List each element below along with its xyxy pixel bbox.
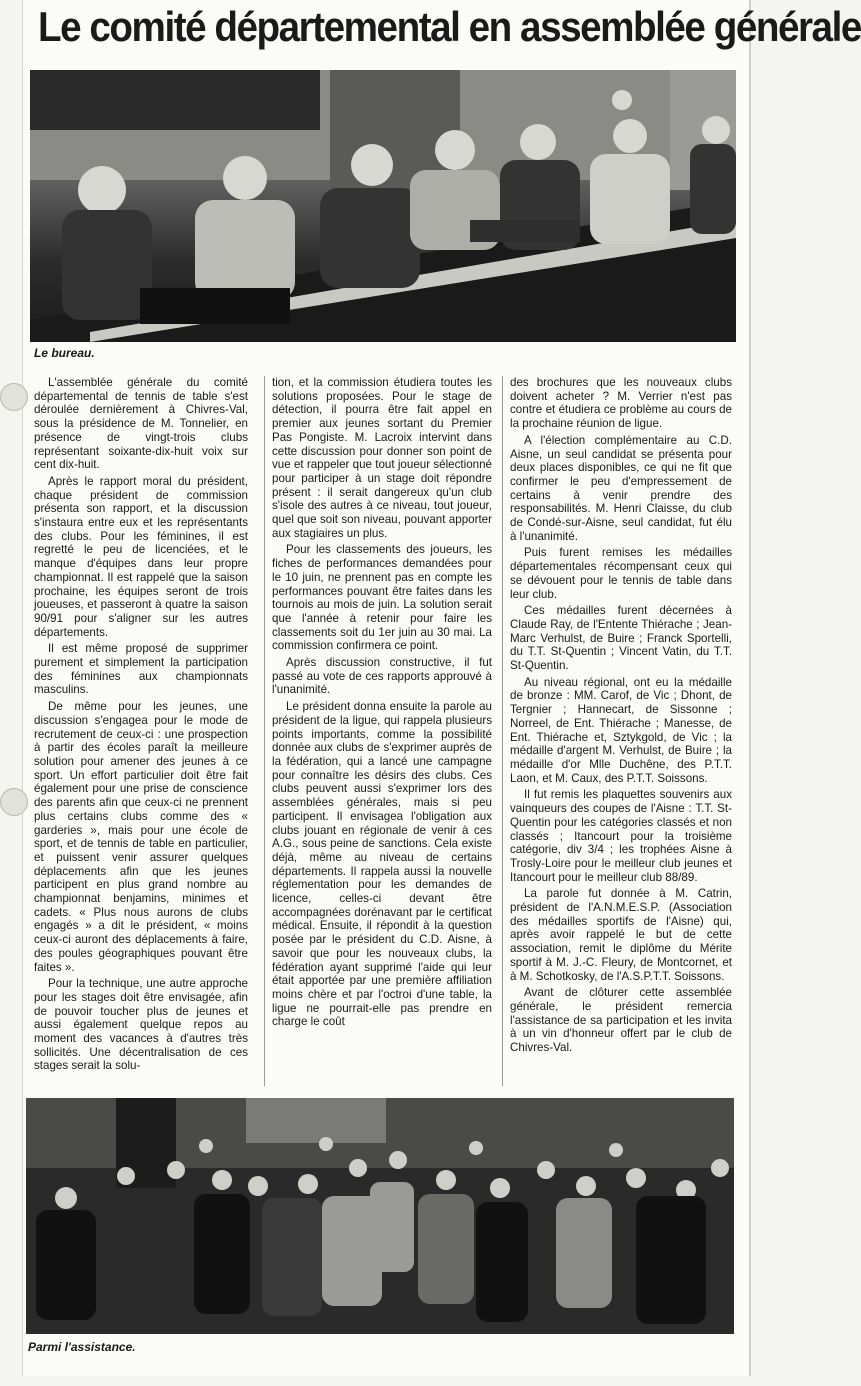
article-column-3 xyxy=(510,376,732,1058)
paragraph: Ces médailles furent décernées à Claude Ray, de l'Entente Thiérache ; Jean-Marc Verhulst, de Buire ; Franck Sportelli, du T.T. St-Quentin ; Vincent Vatin, du T.T. St-Quentin. xyxy=(510,604,732,673)
photo-bureau xyxy=(30,70,736,342)
paragraph: Après discussion constructive, il fut passé au vote de ces rapports approuvé à l'unanimité. xyxy=(272,656,492,697)
paragraph: des brochures que les nouveaux clubs doivent acheter ? M. Verrier n'est pas contre et étudiera ce problème au cours de la prochaine réunion de ligue. xyxy=(510,376,732,431)
paragraph: Avant de clôturer cette assemblée générale, le président remercia l'assistance de sa participation et les invita à un vin d'honneur offert par le club de Chivres-Val. xyxy=(510,986,732,1055)
paragraph: tion, et la commission étudiera toutes les solutions proposées. Pour le stage de détection, il pourra être fait appel en premier aux jeunes sortant du Premier Pas Pongiste. M. Lacroix intervint dans cette discussion pour donner son point de vue et rappeler que tout joueur sélectionné pour participer à un stage doit répondre présent : il serait dangereux qu'un club s'isole des autres à ce niveau, tout joueur, quel que soit son niveau, pouvant apporter aux stagiaires un plus. xyxy=(272,376,492,540)
article-column-2 xyxy=(272,376,492,1032)
photo-caption-assistance: Parmi l'assistance. xyxy=(28,1340,136,1354)
photo-caption-bureau: Le bureau. xyxy=(34,346,95,360)
paragraph: Il fut remis les plaquettes souvenirs aux vainqueurs des coupes de l'Aisne : T.T. St-Quentin pour les catégories classés et non classés ; Itancourt pour la troisième catégorie, div 3/4 ; les trophées Aisne à Trosly-Loire pour le meilleur club jeunes et Itancourt pour le meilleur club 88/89. xyxy=(510,788,732,884)
paragraph: De même pour les jeunes, une discussion s'engagea pour le mode de recrutement de ceux-ci : une prospection à partir des écoles paraît la meilleure solution pour amener des jeunes à ce sport. Un effort particulier doit être fait également pour une prise de conscience des parents afin que ceux-ci ne prennent plus certains clubs comme des « garderies », mais pour une école de sport, et de tennis de table en particulier, et puissent venir assurer quelques déplacements afin que les jeunes participent en plus grand nombre au championnat benjamins, minimes et cadets. « Plus nous aurons de clubs engagés » a dit le président, « moins ceux-ci auront des déplacements à faire, des poules géographiques pouvant être faites ». xyxy=(34,700,248,974)
paragraph: L'assemblée générale du comité départemental de tennis de table s'est déroulée dernièrement à Chivres-Val, sous la présidence de M. Tonnelier, en présence de vingt-trois clubs représentant soixante-dix-huit voix sur cent dix-huit. xyxy=(34,376,248,472)
paragraph: Après le rapport moral du président, chaque président de commission présenta son rapport, et la discussion s'instaura entre eux et les représentants des clubs. Pour les féminines, il est regretté le peu de licenciées, et le manque d'équipes dans leur propre championnat. Il est rappelé que la saison prochaine, les équipes seront de trois joueuses, et passeront à quatre la saison 90/91 pour s'aligner sur les autres départements. xyxy=(34,474,248,639)
paragraph: A l'élection complémentaire au C.D. Aisne, un seul candidat se présenta pour deux places disponibles, ce qui ne fit que confirmer le peu d'empressement de certains à venir prendre des responsabilités. M. Henri Claisse, du club de Condé-sur-Aisne, seul candidat, fut élu à l'unanimité. xyxy=(510,433,732,543)
paragraph: Pour les classements des joueurs, les fiches de performances demandées pour le 10 juin, ne prennent pas en compte les performances pouvant être faites dans les tournois au mois de juin. La solution serait que l'année à retenir pour faire les classements soit du 1er juin au 30 mai. La commission confirmera ce point. xyxy=(272,543,492,653)
article-headline: Le comité départemental en assemblée générale xyxy=(38,3,861,50)
paragraph: Au niveau régional, ont eu la médaille de bronze : MM. Carof, de Vic ; Dhont, de Tergnier ; Hannecart, de Sissonne ; Norreel, de Ent. Thiérache ; Manesse, de Ent. Thiérache et, Sztykgold, de Vic ; la médaille d'argent M. Verhulst, de Buire ; la médaille d'or Mlle Duchêne, des P.T.T. Laon, et M. Caux, des P.T.T. Soissons. xyxy=(510,675,732,785)
binder-hole xyxy=(0,383,28,411)
article-column-1 xyxy=(34,376,248,1076)
photo-assistance xyxy=(26,1098,734,1334)
binder-hole xyxy=(0,788,28,816)
column-divider xyxy=(502,376,503,1086)
paragraph: Il est même proposé de supprimer purement et simplement la participation des féminines aux championnats masculins. xyxy=(34,642,248,697)
column-divider xyxy=(264,376,265,1086)
paragraph: La parole fut donnée à M. Catrin, président de l'A.N.M.E.S.P. (Association des médailles sportifs de l'Aisne) qui, après avoir rappelé le but de cette association, remit le diplôme du Mérite sportif à M. J.-C. Fleury, de Montcornet, et à M. Schotkosky, de l'A.S.P.T.T. Soissons. xyxy=(510,887,732,983)
paragraph: Pour la technique, une autre approche pour les stages doit être envisagée, afin de pouvoir toucher plus de jeunes et aussi également quelque repos au moment des vacances à d'autres très sollicités. Une décentralisation de ces stages serait la solu- xyxy=(34,977,248,1073)
paragraph: Le président donna ensuite la parole au président de la ligue, qui rappela plusieurs points importants, comme la possibilité donnée aux clubs de s'exprimer auprès de la fédération, qui a lancé une campagne pour connaître les désirs des clubs. Ces clubs peuvent aussi s'exprimer lors des assemblées générales, mais si peu participent. Il envisagea l'obligation aux clubs jouant en régionale de venir à ces A.G., sous peine de sanctions. Cela existe déjà, même au niveau de certains départements. Il rappela aussi la nouvelle réglementation pour les demandes de licence, celles-ci devant être accompagnées dorénavant par le certificat médical. Ensuite, il répondit à la question posée par le président du C.D. Aisne, à savoir que pour les nouveaux clubs, la fédération ayant supprimé l'aide qui leur était apportée par une première affiliation moins chère et par l'octroi d'une table, la ligue ne pourrait-elle pas prendre en charge le coût xyxy=(272,700,492,1029)
paragraph: Puis furent remises les médailles départementales récompensant ceux qui se dévouent pour le tennis de table dans leur club. xyxy=(510,546,732,601)
